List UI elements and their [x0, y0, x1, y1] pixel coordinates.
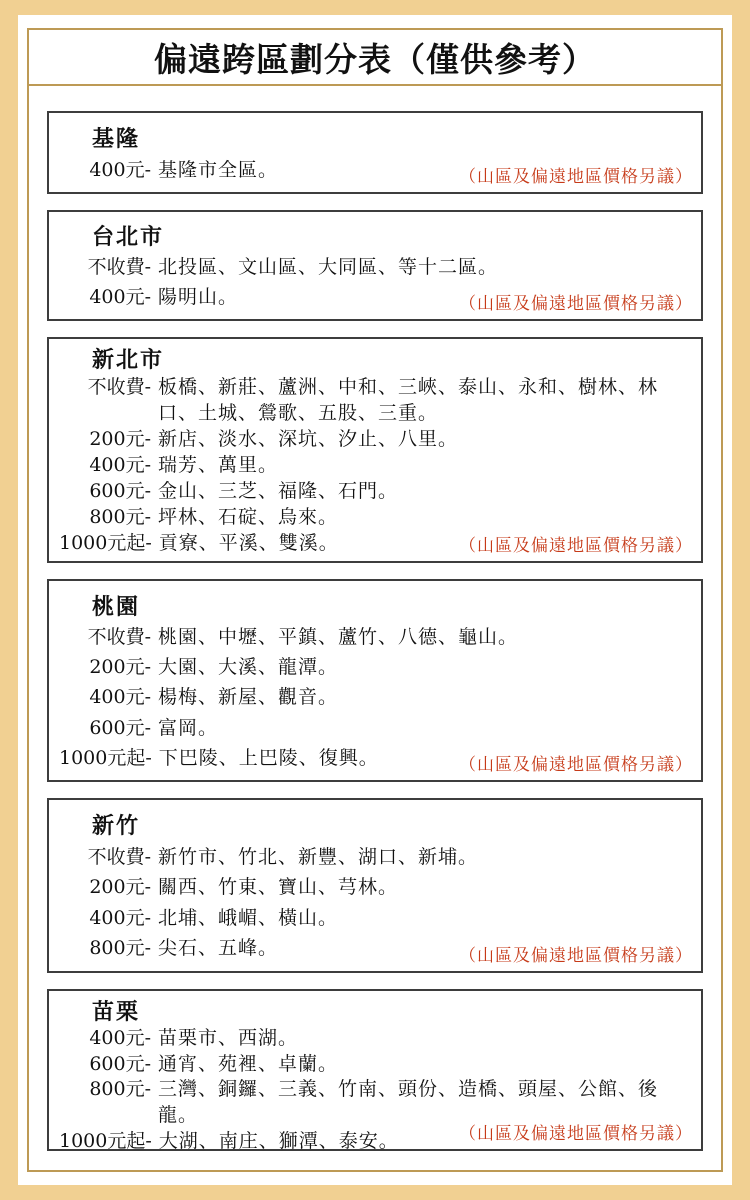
area-list: 貢寮、平溪、雙溪。 [158, 531, 339, 554]
price-row [59, 845, 691, 871]
price-row [59, 655, 691, 681]
region-title: 苗栗 [92, 999, 141, 1025]
price-label: 800元- [89, 1078, 151, 1101]
area-list: 楊梅、新屋、觀音。 [158, 686, 339, 709]
area-list: 尖石、五峰。 [158, 937, 279, 960]
area-list: 北埔、峨嵋、橫山。 [158, 906, 339, 929]
price-row [59, 375, 691, 426]
area-list: 金山、三芝、福隆、石門。 [158, 479, 399, 502]
region-box [47, 579, 703, 782]
area-list: 桃園、中壢、平鎮、蘆竹、八德、龜山。 [158, 626, 519, 649]
price-label: 600元- [89, 479, 151, 502]
area-list: 大園、大溪、龍潭。 [158, 656, 339, 679]
region-title: 台北市 [92, 224, 165, 251]
area-list: 陽明山。 [158, 286, 239, 309]
remote-area-note: （山區及偏遠地區價格另議） [459, 1124, 693, 1144]
area-list: 大湖、南庄、獅潭、泰安。 [158, 1129, 399, 1152]
area-list: 北投區、文山區、大同區、等十二區。 [158, 256, 499, 279]
price-row [59, 625, 691, 651]
gold-frame [27, 28, 723, 1172]
price-label: 200元- [89, 427, 151, 450]
price-row [59, 453, 691, 479]
price-label: 800元- [89, 505, 151, 528]
price-label: 400元- [89, 1027, 151, 1049]
document-panel [18, 15, 732, 1185]
price-label: 不收費- [87, 375, 151, 398]
price-row [59, 906, 691, 932]
area-list: 新店、淡水、深坑、汐止、八里。 [158, 427, 459, 450]
price-row [59, 505, 691, 531]
price-label: 600元- [89, 716, 151, 739]
area-list: 下巴陵、上巴陵、復興。 [158, 746, 379, 769]
price-label: 400元- [89, 906, 151, 929]
region-title: 新竹 [92, 812, 141, 839]
region-box [47, 337, 703, 563]
title-bar [29, 30, 721, 86]
price-row [59, 479, 691, 505]
region-box [47, 798, 703, 973]
remote-area-note: （山區及偏遠地區價格另議） [459, 946, 693, 966]
area-list: 三灣、銅鑼、三義、竹南、頭份、造橋、頭屋、公館、後龍。 [158, 1078, 659, 1126]
area-list: 板橋、新莊、蘆洲、中和、三峽、泰山、永和、樹林、林口、土城、鶯歌、五股、三重。 [158, 375, 659, 424]
region-box [47, 210, 703, 321]
price-label: 200元- [89, 656, 151, 679]
page-title: 偏遠跨區劃分表（僅供參考） [154, 39, 596, 79]
price-label: 200元- [89, 876, 151, 899]
area-list: 基隆市全區。 [158, 158, 279, 181]
price-label: 不收費- [87, 256, 151, 279]
price-label: 不收費- [87, 845, 151, 868]
area-list: 關西、竹東、寶山、芎林。 [158, 876, 399, 899]
area-list: 瑞芳、萬里。 [158, 453, 279, 476]
area-list: 坪林、石碇、烏來。 [158, 505, 339, 528]
sections-container [29, 86, 721, 1151]
remote-area-note: （山區及偏遠地區價格另議） [459, 755, 693, 775]
price-row [59, 1052, 691, 1078]
region-title: 新北市 [92, 347, 165, 374]
price-label: 400元- [89, 286, 151, 309]
price-label: 600元- [89, 1052, 151, 1075]
price-row [59, 1026, 691, 1052]
price-row [59, 716, 691, 742]
region-title: 基隆 [92, 125, 141, 152]
remote-area-note: （山區及偏遠地區價格另議） [459, 167, 693, 187]
area-list: 通宵、苑裡、卓蘭。 [158, 1052, 339, 1075]
price-row [59, 685, 691, 711]
price-label: 1000元起- [59, 1129, 152, 1152]
remote-area-note: （山區及偏遠地區價格另議） [459, 536, 693, 556]
price-row [59, 255, 691, 281]
price-label: 400元- [89, 158, 151, 181]
region-box [47, 989, 703, 1151]
price-label: 400元- [89, 686, 151, 709]
area-list: 富岡。 [158, 716, 219, 739]
price-label: 1000元起- [59, 746, 152, 769]
region-box-content [49, 339, 701, 561]
price-label: 800元- [89, 937, 151, 960]
price-label: 不收費- [87, 626, 151, 649]
price-label: 400元- [89, 453, 151, 476]
area-list: 新竹市、竹北、新豐、湖口、新埔。 [158, 845, 479, 868]
remote-area-note: （山區及偏遠地區價格另議） [459, 294, 693, 314]
area-list: 苗栗市、西湖。 [158, 1027, 299, 1049]
price-row [59, 875, 691, 901]
region-box [47, 111, 703, 194]
price-row [59, 427, 691, 453]
price-label: 1000元起- [59, 531, 152, 554]
region-title: 桃園 [92, 593, 141, 620]
